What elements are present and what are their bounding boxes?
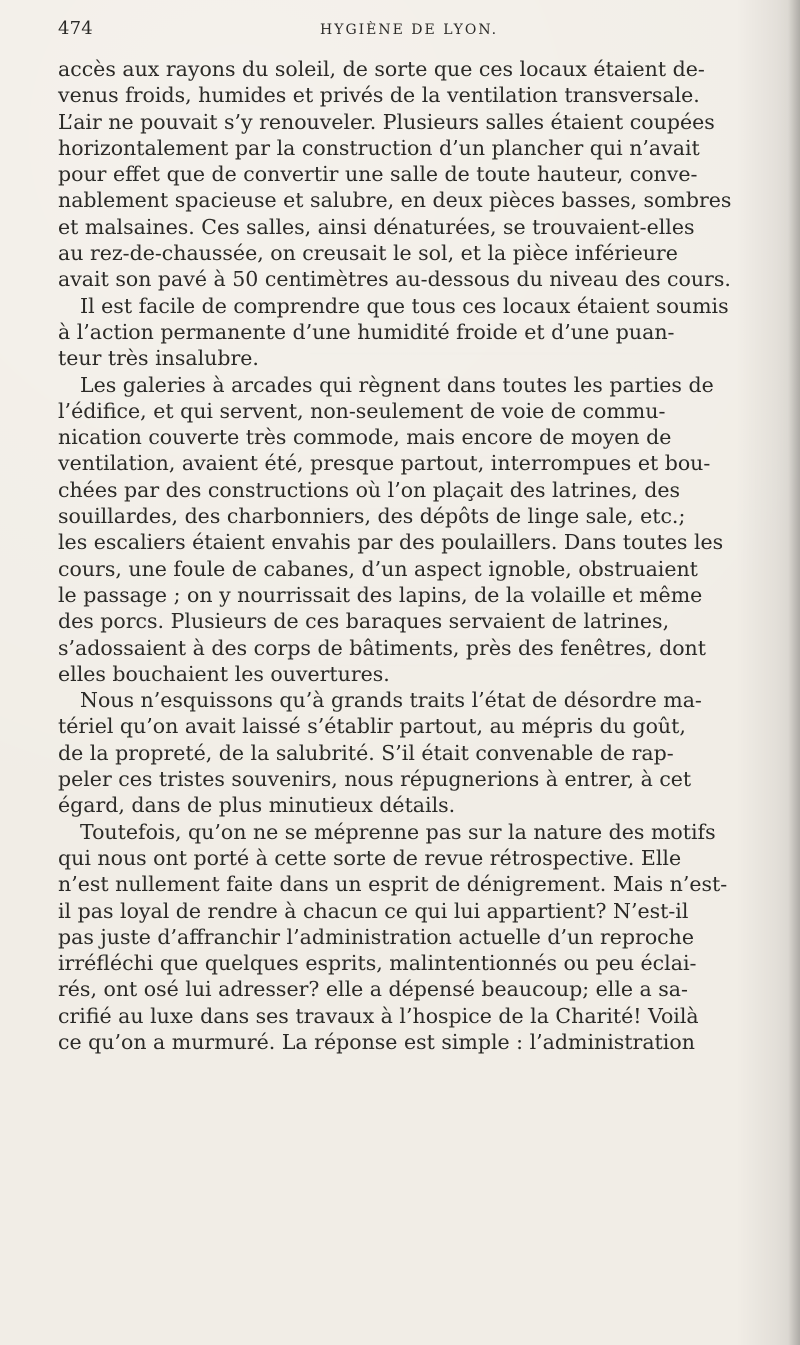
text-line-12: teur très insalubre. — [58, 346, 259, 371]
text-line-37: crifié au luxe dans ses travaux à l’hospice de la Charité! Voilà — [58, 1003, 699, 1028]
text-line-11: à l’action permanente d’une humidité froide et d’une puan- — [58, 319, 675, 344]
text-line-03: L’air ne pouvait s’y renouveler. Plusieurs salles étaient coupées — [58, 109, 715, 134]
text-line-02: venus froids, humides et privés de la ventilation transversale. — [58, 83, 700, 108]
text-line-19: les escaliers étaient envahis par des poulaillers. Dans toutes les — [58, 530, 724, 555]
text-line-30: Toutefois, qu’on ne se méprenne pas sur la nature des motifs — [80, 819, 716, 844]
text-line-09: avait son pavé à 50 centimètres au-dessous du niveau des cours. — [58, 267, 731, 292]
text-line-08: au rez-de-chaussée, on creusait le sol, et la pièce inférieure — [58, 241, 678, 266]
text-line-29: égard, dans de plus minutieux détails. — [58, 793, 456, 818]
text-line-26: tériel qu’on avait laissé s’établir partout, au mépris du goût, — [58, 714, 686, 739]
text-line-01: accès aux rayons du soleil, de sorte que ces locaux étaient de- — [58, 57, 705, 81]
text-line-18: souillardes, des charbonniers, des dépôts de linge sale, etc.; — [58, 504, 686, 529]
page-header — [58, 18, 783, 46]
text-line-33: il pas loyal de rendre à chacun ce qui lui appartient? N’est-il — [58, 898, 689, 923]
text-line-28: peler ces tristes souvenirs, nous répugnerions à entrer, à cet — [58, 767, 692, 792]
text-line-27: de la propreté, de la salubrité. S’il était convenable de rap- — [58, 740, 674, 765]
text-line-24: elles bouchaient les ouvertures. — [58, 661, 390, 686]
text-line-32: n’est nullement faite dans un esprit de dénigrement. Mais n’est- — [58, 872, 728, 897]
text-line-13: Les galeries à arcades qui règnent dans toutes les parties de — [80, 372, 714, 397]
text-line-21: le passage ; on y nourrissait des lapins, de la volaille et même — [58, 582, 703, 607]
page-number: 474 — [58, 18, 93, 39]
text-line-22: des porcs. Plusieurs de ces baraques servaient de latrines, — [58, 609, 670, 634]
text-line-16: ventilation, avaient été, presque partout, interrompues et bou- — [58, 451, 711, 476]
page-edge-shadow — [788, 0, 800, 1345]
text-line-34: pas juste d’affranchir l’administration actuelle d’un reproche — [58, 924, 694, 949]
text-line-25: Nous n’esquissons qu’à grands traits l’état de désordre ma- — [80, 688, 702, 713]
text-line-14: l’édifice, et qui servent, non-seulement de voie de commu- — [58, 398, 666, 423]
text-line-36: rés, ont osé lui adresser? elle a dépensé beaucoup; elle a sa- — [58, 977, 688, 1002]
text-line-07: et malsaines. Ces salles, ainsi dénaturées, se trouvaient-elles — [58, 214, 695, 239]
text-line-17: chées par des constructions où l’on plaçait des latrines, des — [58, 477, 681, 502]
text-line-31: qui nous ont porté à cette sorte de revue rétrospective. Elle — [58, 845, 682, 870]
text-line-23: s’adossaient à des corps de bâtiments, près des fenêtres, dont — [58, 635, 706, 660]
text-line-35: irréfléchi que quelques esprits, malintentionnés ou peu éclai- — [58, 951, 697, 976]
body-text — [58, 56, 783, 1055]
text-line-05: pour effet que de convertir une salle de toute hauteur, conve- — [58, 162, 698, 187]
text-line-15: nication couverte très commode, mais encore de moyen de — [58, 425, 672, 450]
running-head: HYGIÈNE DE LYON. — [320, 22, 499, 38]
text-line-20: cours, une foule de cabanes, d’un aspect ignoble, obstruaient — [58, 556, 698, 581]
text-line-10: Il est facile de comprendre que tous ces locaux étaient soumis — [80, 293, 729, 318]
text-line-38: ce qu’on a murmuré. La réponse est simple : l’administration — [58, 1029, 695, 1054]
text-line-04: horizontalement par la construction d’un plancher qui n’avait — [58, 135, 700, 160]
text-line-06: nablement spacieuse et salubre, en deux pièces basses, sombres — [58, 188, 732, 213]
